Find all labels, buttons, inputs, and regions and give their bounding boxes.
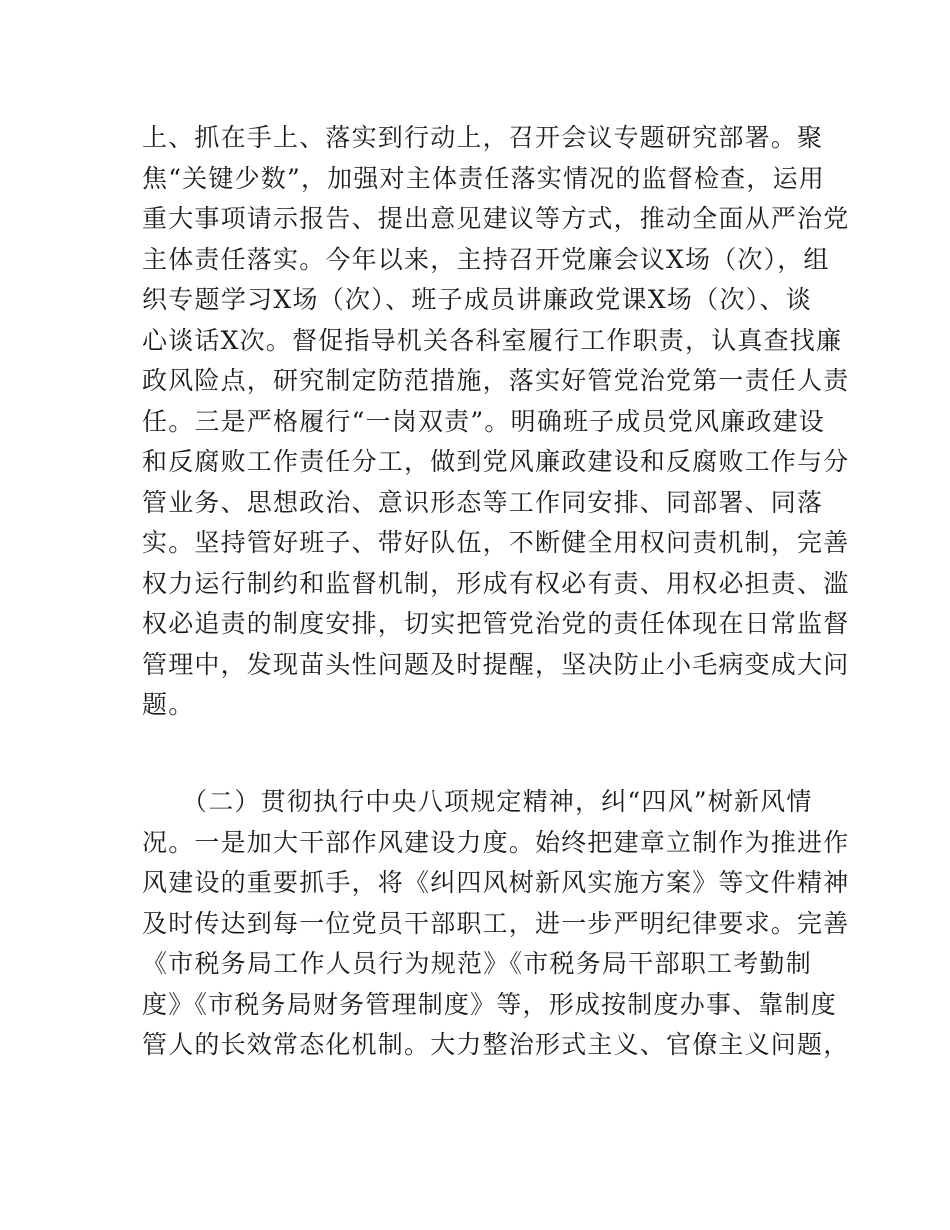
text-line: 风建设的重要抓手，将《纠四风树新风实施方案》等文件精神 <box>142 868 850 897</box>
text-line: 心谈话X次。督促指导机关各科室履行工作职责，认真查找廉 <box>142 325 843 355</box>
text-line: 及时传达到每一位党员干部职工，进一步严明纪律要求。完善 <box>142 908 850 938</box>
text-line: 主体责任落实。今年以来，主持召开党廉会议X场（次），组 <box>142 244 830 274</box>
text-line: 焦“关键少数”，加强对主体责任落实情况的监督检查，运用 <box>142 163 825 193</box>
section-heading-line: （二）贯彻执行中央八项规定精神，纠“四风”树新风情 <box>182 787 813 816</box>
text-line: 权力运行制约和监督机制，形成有权必有责、用权必担责、滥 <box>142 568 850 598</box>
text-line: 实。坚持管好班子、带好队伍，不断健全用权问责机制，完善 <box>142 528 850 557</box>
text-line: 题。 <box>142 690 195 719</box>
body-paragraph-2 <box>142 782 850 1066</box>
text-line: 权必追责的制度安排，切实把管党治党的责任体现在日常监督 <box>142 609 850 638</box>
text-line: 《市税务局工作人员行为规范》《市税务局干部职工考勤制 <box>142 949 812 978</box>
text-line: 政风险点，研究制定防范措施，落实好管党治党第一责任人责 <box>142 366 850 395</box>
text-line: 重大事项请示报告、提出意见建议等方式，推动全面从严治党 <box>142 204 850 233</box>
text-line: 和反腐败工作责任分工，做到党风廉政建设和反腐败工作与分 <box>142 447 850 476</box>
text-line: 管理中，发现苗头性问题及时提醒，坚决防止小毛病变成大问 <box>142 649 850 679</box>
text-line: 管人的长效常态化机制。大力整治形式主义、官僚主义问题， <box>142 1030 850 1059</box>
text-line: 度》《市税务局财务管理制度》等，形成按制度办事、靠制度 <box>142 989 837 1019</box>
text-line: 任。三是严格履行“一岗双责”。明确班子成员党风廉政建设 <box>142 406 825 436</box>
text-line: 况。一是加大干部作风建设力度。始终把建章立制作为推进作 <box>142 827 850 857</box>
text-line: 上、抓在手上、落实到行动上，召开会议专题研究部署。聚 <box>142 123 824 152</box>
body-paragraph-1 <box>142 118 850 726</box>
text-line: 织专题学习X场（次）、班子成员讲廉政党课X场（次）、谈 <box>142 285 812 314</box>
text-line: 管业务、思想政治、意识形态等工作同安排、同部署、同落 <box>142 487 824 517</box>
